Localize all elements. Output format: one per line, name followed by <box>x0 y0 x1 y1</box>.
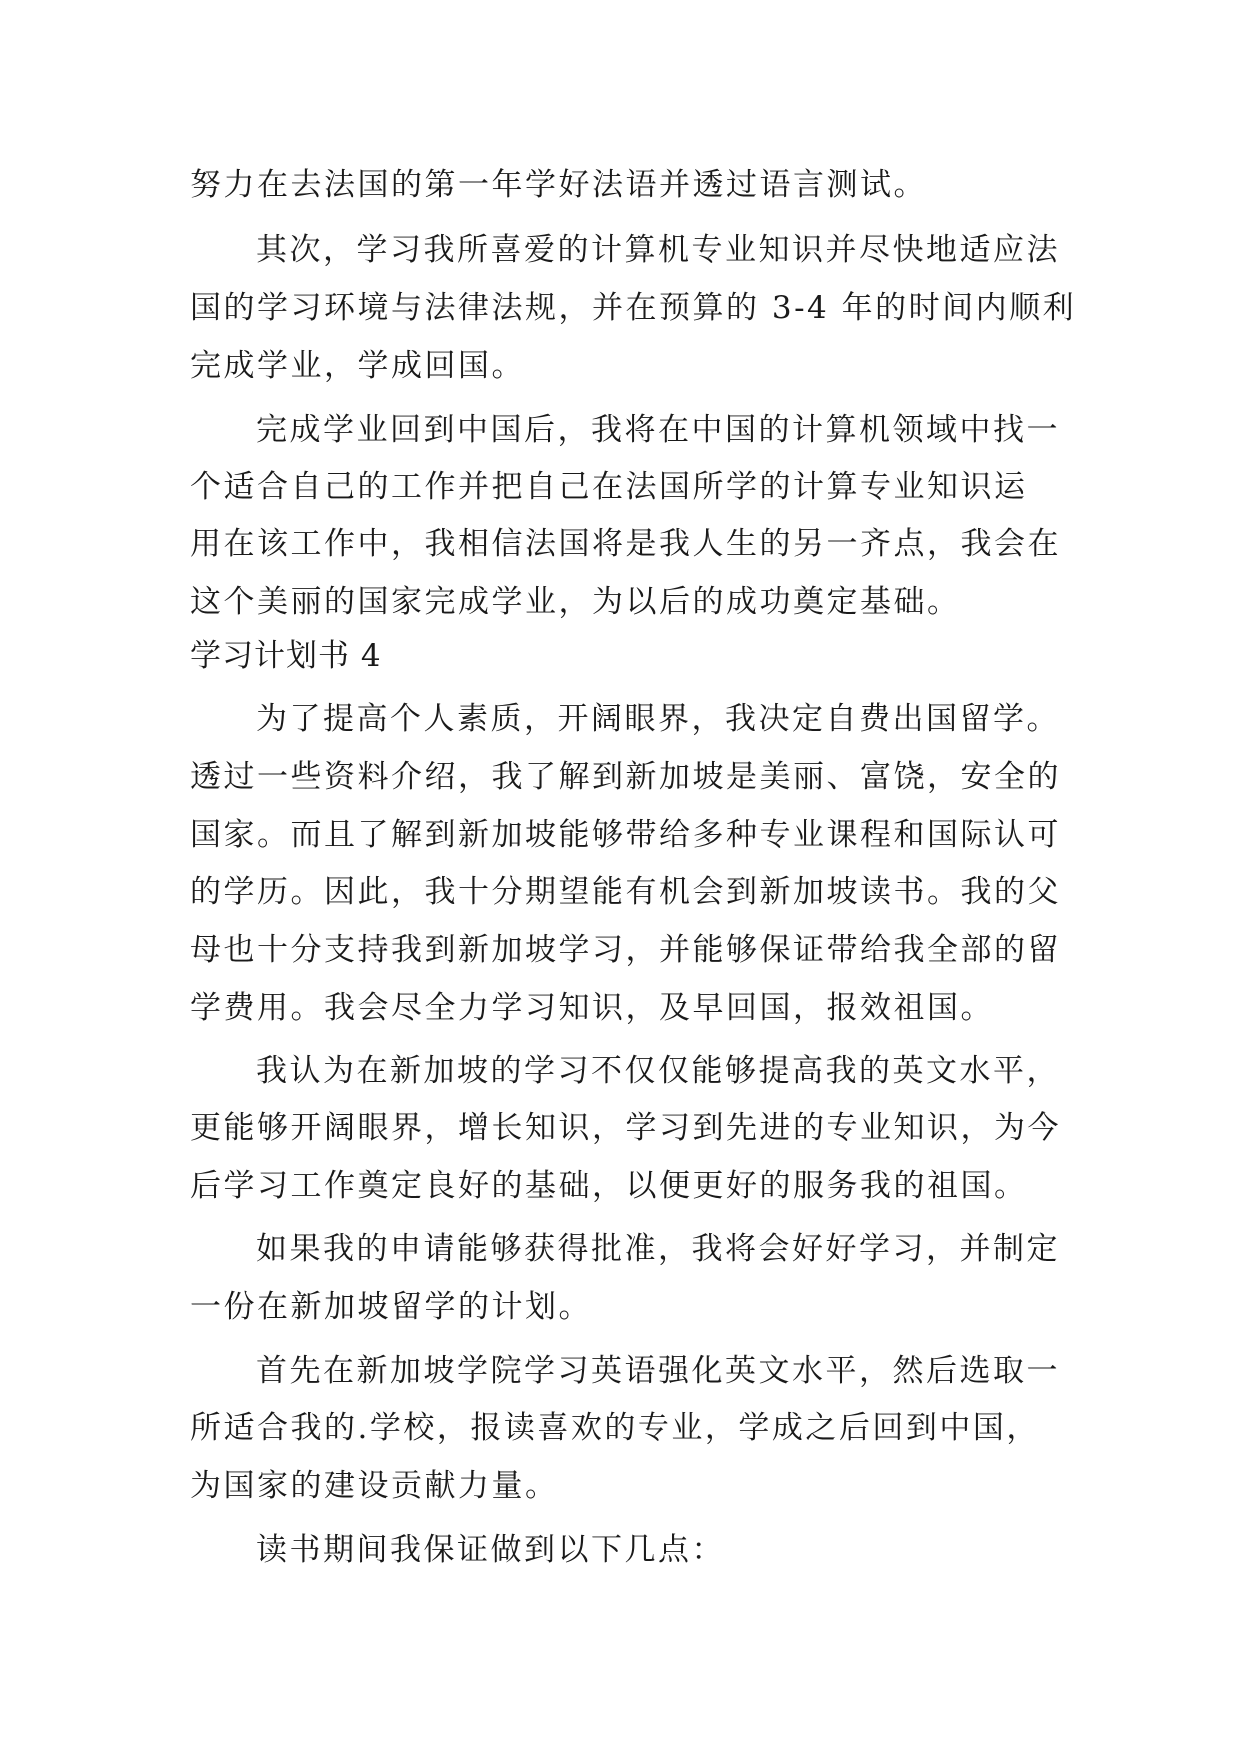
paragraph-first-line: 首先在新加坡学院学习英语强化英文水平，然后选取一 <box>256 1353 1060 1389</box>
text-line: 后学习工作奠定良好的基础，以便更好的服务我的祖国。 <box>190 1168 1028 1204</box>
text-line: 透过一些资料介绍，我了解到新加坡是美丽、富饶，安全的 <box>190 759 1061 795</box>
text-line: 国家。而且了解到新加坡能够带给多种专业课程和国际认可 <box>190 817 1061 853</box>
text-line: 努力在去法国的第一年学好法语并透过语言测试。 <box>190 167 927 203</box>
paragraph-first-line: 如果我的申请能够获得批准，我将会好好学习，并制定 <box>256 1231 1060 1267</box>
text-line: 完成学业，学成回国。 <box>190 348 525 384</box>
text-line: 一份在新加坡留学的计划。 <box>190 1289 592 1325</box>
section-heading: 学习计划书 4 <box>190 638 382 674</box>
paragraph-first-line: 完成学业回到中国后，我将在中国的计算机领域中找一 <box>256 412 1060 448</box>
text-line: 所适合我的.学校，报读喜欢的专业，学成之后回到中国， <box>190 1410 1040 1446</box>
text-line: 更能够开阔眼界，增长知识，学习到先进的专业知识，为今 <box>190 1110 1061 1146</box>
text-line: 这个美丽的国家完成学业，为以后的成功奠定基础。 <box>190 584 961 620</box>
text-line: 个适合自己的工作并把自己在法国所学的计算专业知识运 <box>190 469 1028 505</box>
paragraph-first-line: 我认为在新加坡的学习不仅仅能够提高我的英文水平， <box>256 1053 1060 1089</box>
text-line: 母也十分支持我到新加坡学习，并能够保证带给我全部的留 <box>190 932 1061 968</box>
text-line: 的学历。因此，我十分期望能有机会到新加坡读书。我的父 <box>190 874 1061 910</box>
paragraph-first-line: 读书期间我保证做到以下几点： <box>256 1532 725 1568</box>
text-line: 学费用。我会尽全力学习知识，及早回国，报效祖国。 <box>190 990 994 1026</box>
text-line: 用在该工作中，我相信法国将是我人生的另一齐点，我会在 <box>190 526 1061 562</box>
text-line: 为国家的建设贡献力量。 <box>190 1468 559 1504</box>
paragraph-first-line: 为了提高个人素质，开阔眼界，我决定自费出国留学。 <box>256 701 1060 737</box>
paragraph-first-line: 其次，学习我所喜爱的计算机专业知识并尽快地适应法 <box>256 232 1060 268</box>
text-line: 国的学习环境与法律法规，并在预算的 3-4 年的时间内顺利 <box>190 290 1077 326</box>
